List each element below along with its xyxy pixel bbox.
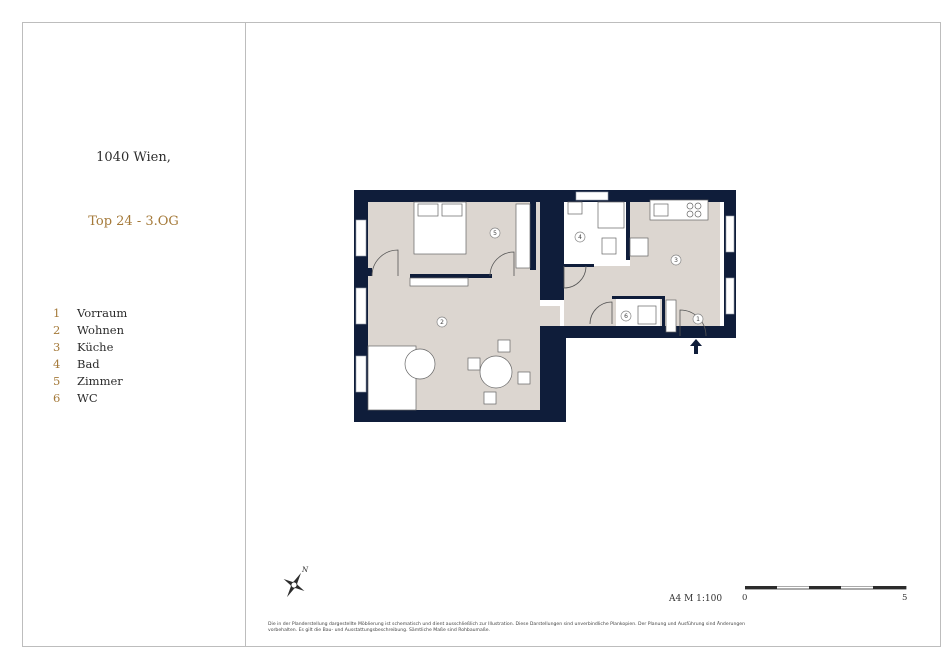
legend-item: 6 WC bbox=[53, 391, 98, 405]
legend-item: 5 Zimmer bbox=[53, 374, 123, 388]
room-label-3: 3 bbox=[674, 257, 678, 264]
entrance-arrow-icon bbox=[690, 339, 702, 354]
scale-start: 0 bbox=[742, 593, 748, 603]
room-label-4: 4 bbox=[578, 234, 582, 241]
legend-item: 3 Küche bbox=[53, 340, 114, 354]
legend-item: 2 Wohnen bbox=[53, 323, 124, 337]
room-label-1: 1 bbox=[696, 316, 700, 323]
legend-item: 1 Vorraum bbox=[53, 306, 128, 320]
scale-end: 5 bbox=[902, 593, 908, 603]
disclaimer-text: Die in der Planderstellung dargestellte Möblierung ist schematisch und dient ausschließlich zur Illustration. Diese Darstellungen sind unverbindliche Plankopien. Der Planung und Ausführung sind Änderungen vorbehalten. Es gilt die Bau- und Ausstattungsbeschreibung. Sämtliche Maße sind Rohbaumaße. bbox=[268, 622, 746, 633]
north-compass-icon bbox=[278, 563, 310, 603]
room-label-5: 5 bbox=[493, 230, 497, 237]
floor-passage bbox=[540, 306, 560, 328]
room-legend bbox=[53, 306, 127, 408]
scale-label: A4 M 1:100 bbox=[669, 594, 723, 604]
compass-letter: N bbox=[302, 566, 309, 574]
floor-plan bbox=[350, 186, 740, 426]
sheet-divider bbox=[245, 22, 246, 647]
address-city: 1040 Wien, bbox=[96, 150, 171, 165]
unit-title: Top 24 - 3.OG bbox=[88, 214, 179, 229]
scale-bar bbox=[745, 586, 907, 594]
room-label-6: 6 bbox=[624, 313, 628, 320]
legend-item: 4 Bad bbox=[53, 357, 100, 371]
room-label-2: 2 bbox=[440, 319, 444, 326]
